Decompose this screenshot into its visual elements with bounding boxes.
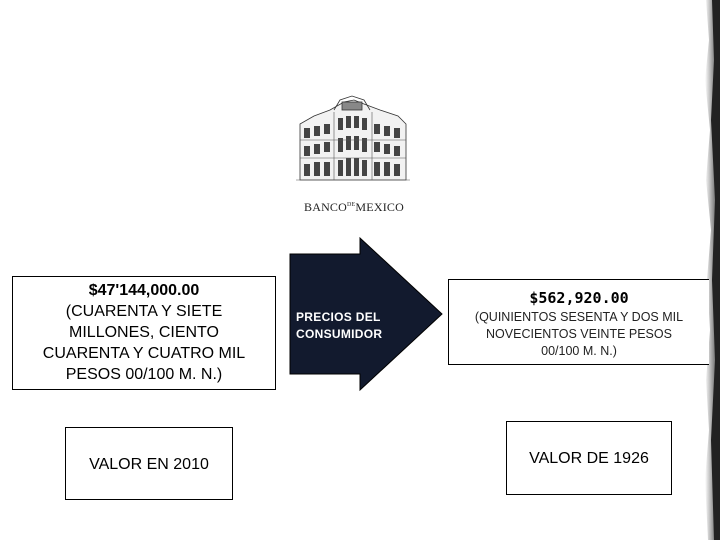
valor-en-2010-label: VALOR EN 2010 [89, 456, 209, 473]
torn-edge-decoration [680, 0, 720, 540]
logo-text-left: BANCO [304, 200, 348, 214]
valor-de-1926-label: VALOR DE 1926 [529, 450, 649, 467]
amount-2010-words-line-3: CUARENTA Y CUATRO MIL [42, 345, 246, 362]
valor-en-2010-box [65, 427, 233, 500]
amount-1926-words-line-2: NOVECIENTOS VEINTE PESOS [486, 327, 672, 341]
banco-de-mexico-building-logo [294, 94, 412, 186]
amount-2010-words-line-1: (CUARENTA Y SIETE [65, 303, 223, 320]
logo-text-right: MEXICO [355, 200, 404, 214]
amount-2010: $47'144,000.00 [88, 282, 200, 299]
banco-de-mexico-logotype [304, 200, 404, 215]
amount-1926-words-line-3: 00/100 M. N.) [541, 344, 617, 358]
valor-de-1926-box [506, 421, 672, 495]
amount-2010-words-line-2: MILLONES, CIENTO [69, 324, 219, 341]
arrow-label-line-1: PRECIOS DEL [296, 310, 381, 324]
value-1926-amount-box [448, 279, 709, 365]
arrow-label [296, 309, 396, 343]
value-2010-amount-box [12, 276, 276, 390]
logo-text-small: DE [347, 202, 356, 208]
amount-1926: $562,920.00 [529, 289, 629, 307]
arrow-label-line-2: CONSUMIDOR [296, 327, 383, 341]
amount-2010-words-line-4: PESOS 00/100 M. N.) [65, 366, 223, 383]
amount-1926-words-line-1: (QUINIENTOS SESENTA Y DOS MIL [474, 310, 684, 324]
